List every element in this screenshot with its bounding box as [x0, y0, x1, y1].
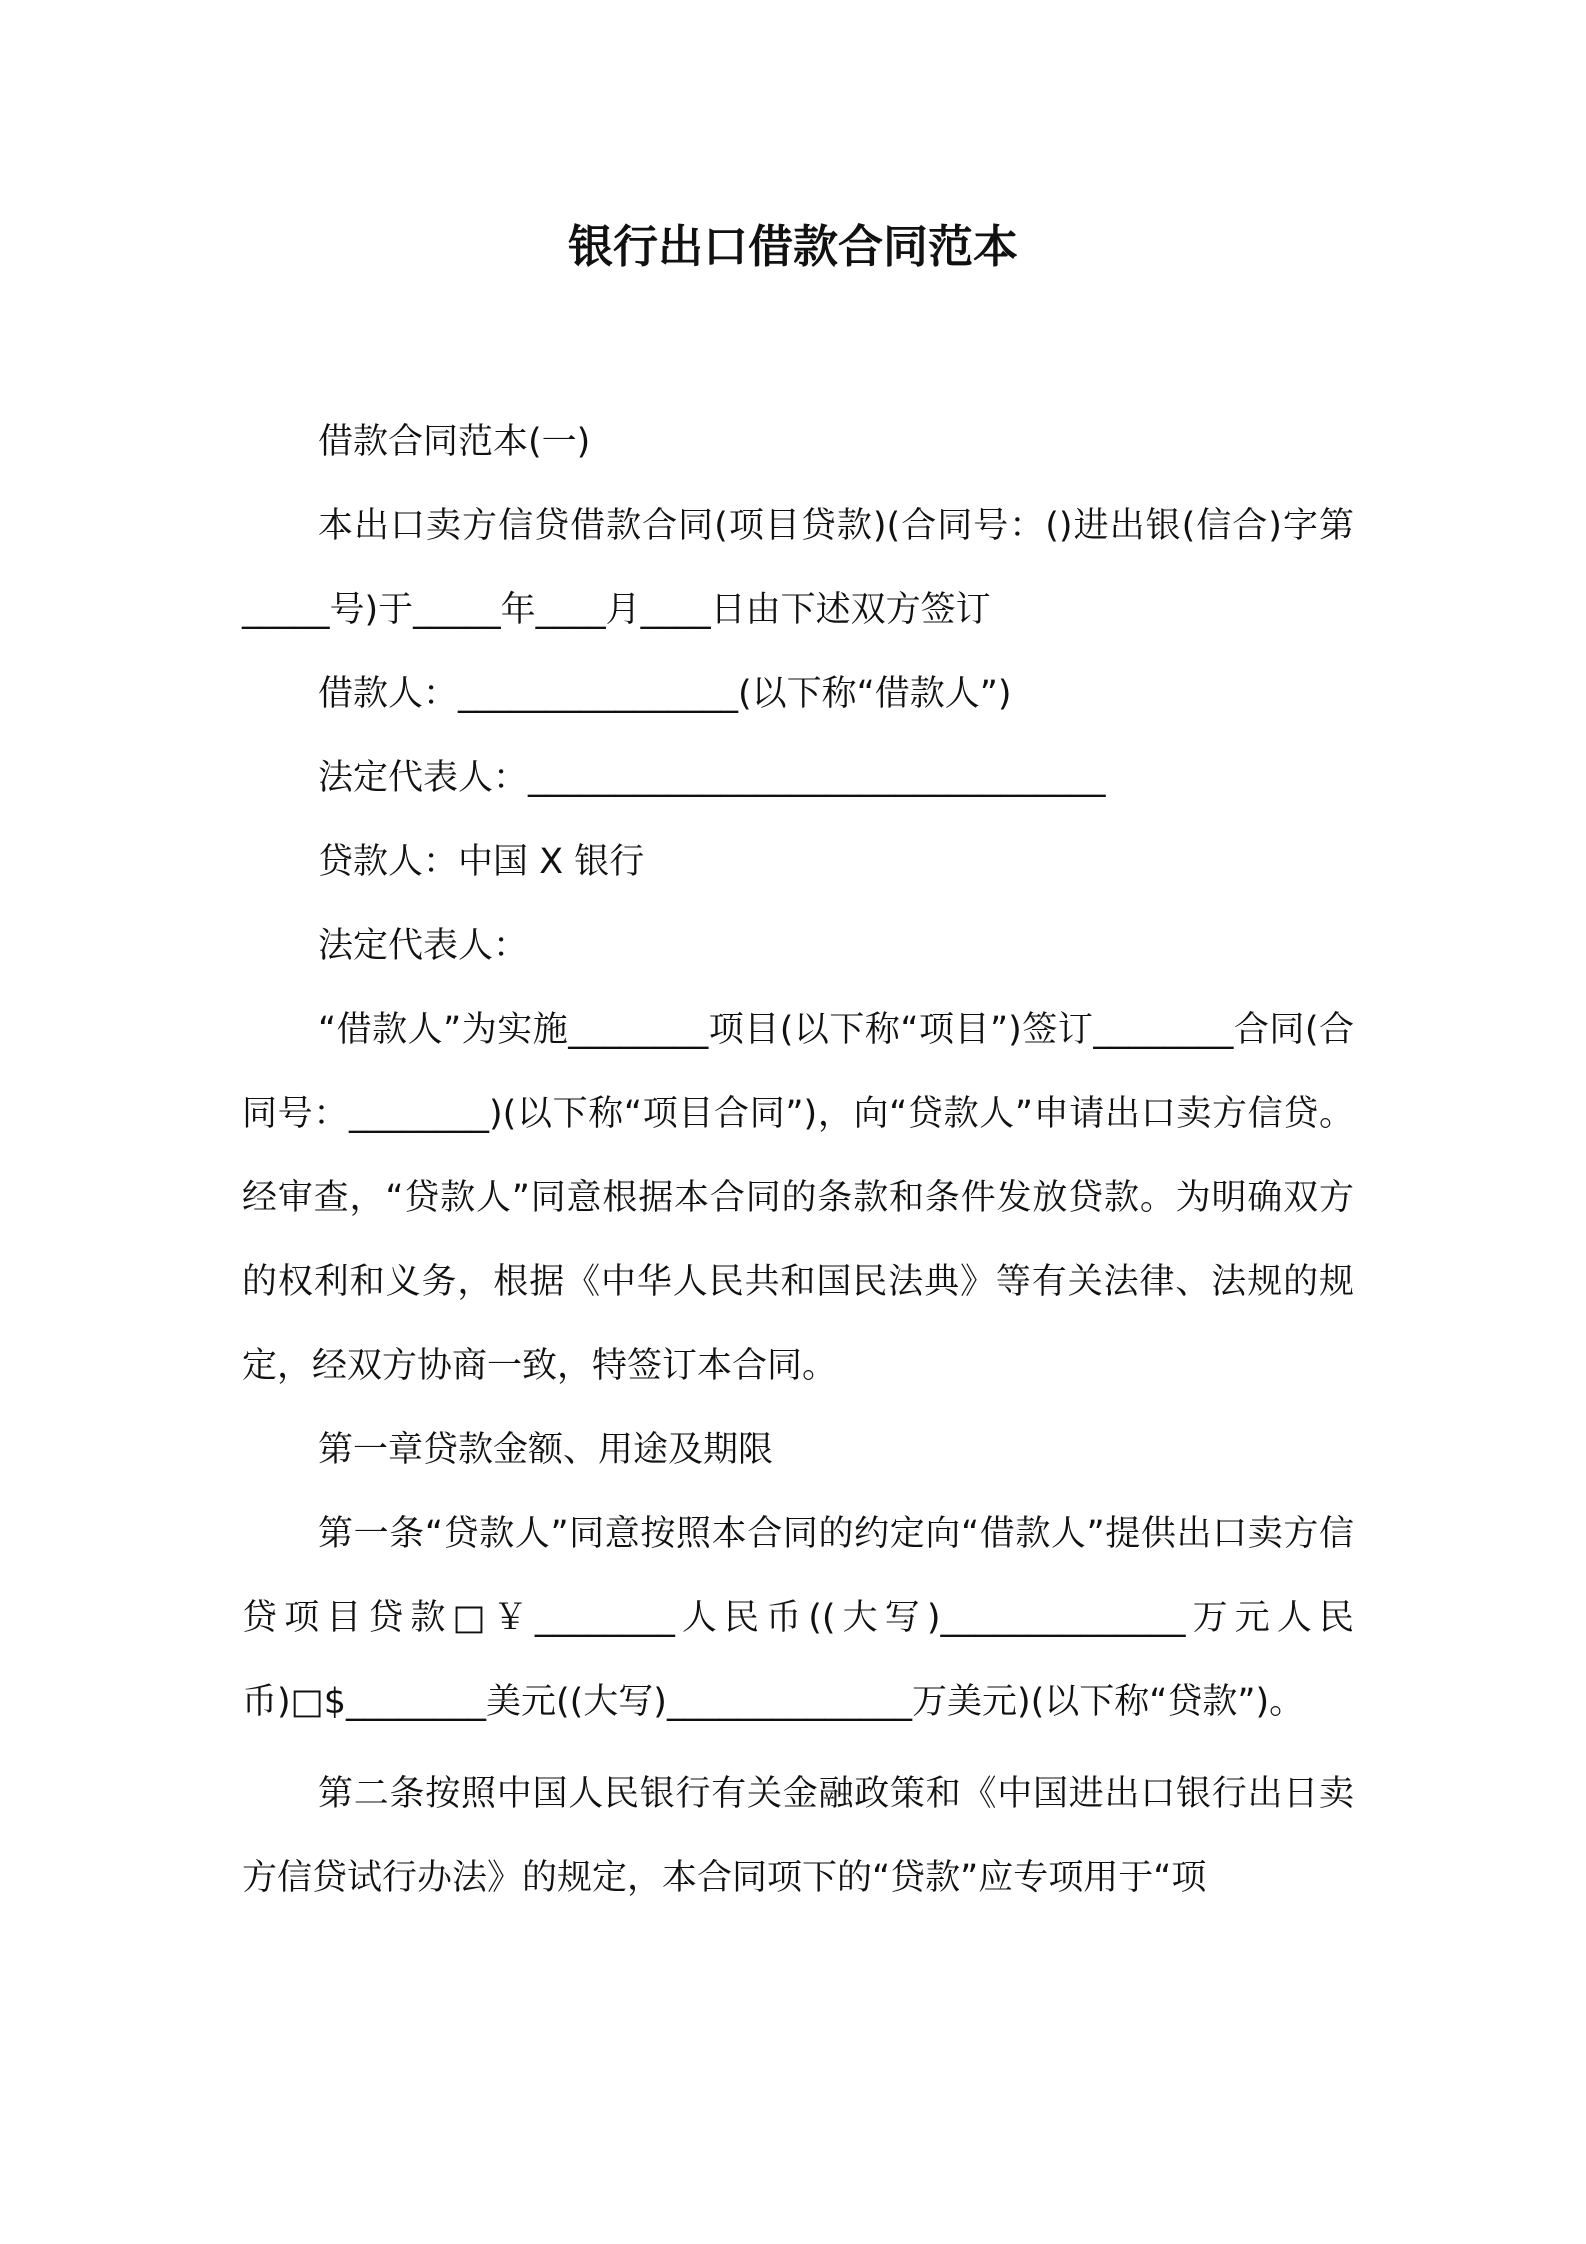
paragraph-chapter-one: 第一章贷款金额、用途及期限	[318, 1430, 774, 1470]
paragraph-borrower: 借款人：________________(以下称“借款人”)	[318, 674, 1012, 714]
paragraph-lender: 贷款人：中国 X 银行	[318, 842, 645, 882]
document-body	[242, 400, 1354, 1920]
paragraph-contract-number: 本出口卖方信贷借款合同(项目贷款)(合同号：()进出银(信合)字第_____号)于_____年____月____日由下述双方签订	[242, 506, 1354, 630]
document-title: 银行出口借款合同范本	[567, 220, 1018, 273]
paragraph-heading: 借款合同范本(一)	[318, 422, 591, 462]
paragraph-article-two: 第二条按照中国人民银行有关金融政策和《中国进出口银行出日卖方信贷试行办法》的规定，本合同项下的“贷款”应专项用于“项	[242, 1774, 1354, 1898]
paragraph-lender-representative: 法定代表人：	[318, 926, 529, 966]
paragraph-borrower-representative: 法定代表人：_________________________________	[318, 758, 1106, 798]
paragraph-article-one: 第一条“贷款人”同意按照本合同的约定向“借款人”提供出口卖方信贷项目贷款□￥________人民币((大写)______________万元人民币)□$________美元((大写)______________万美元)(以下称“贷款”)。	[242, 1514, 1354, 1722]
paragraph-preamble: “借款人”为实施________项目(以下称“项目”)签订________合同(合同号：________)(以下称“项目合同”)，向“贷款人”申请出口卖方信贷。经审查，“贷款人”同意根据本合同的条款和条件发放贷款。为明确双方的权利和义务，根据《中华人民共和国民法典》等有关法律、法规的规定，经双方协商一致，特签订本合同。	[242, 1010, 1354, 1386]
